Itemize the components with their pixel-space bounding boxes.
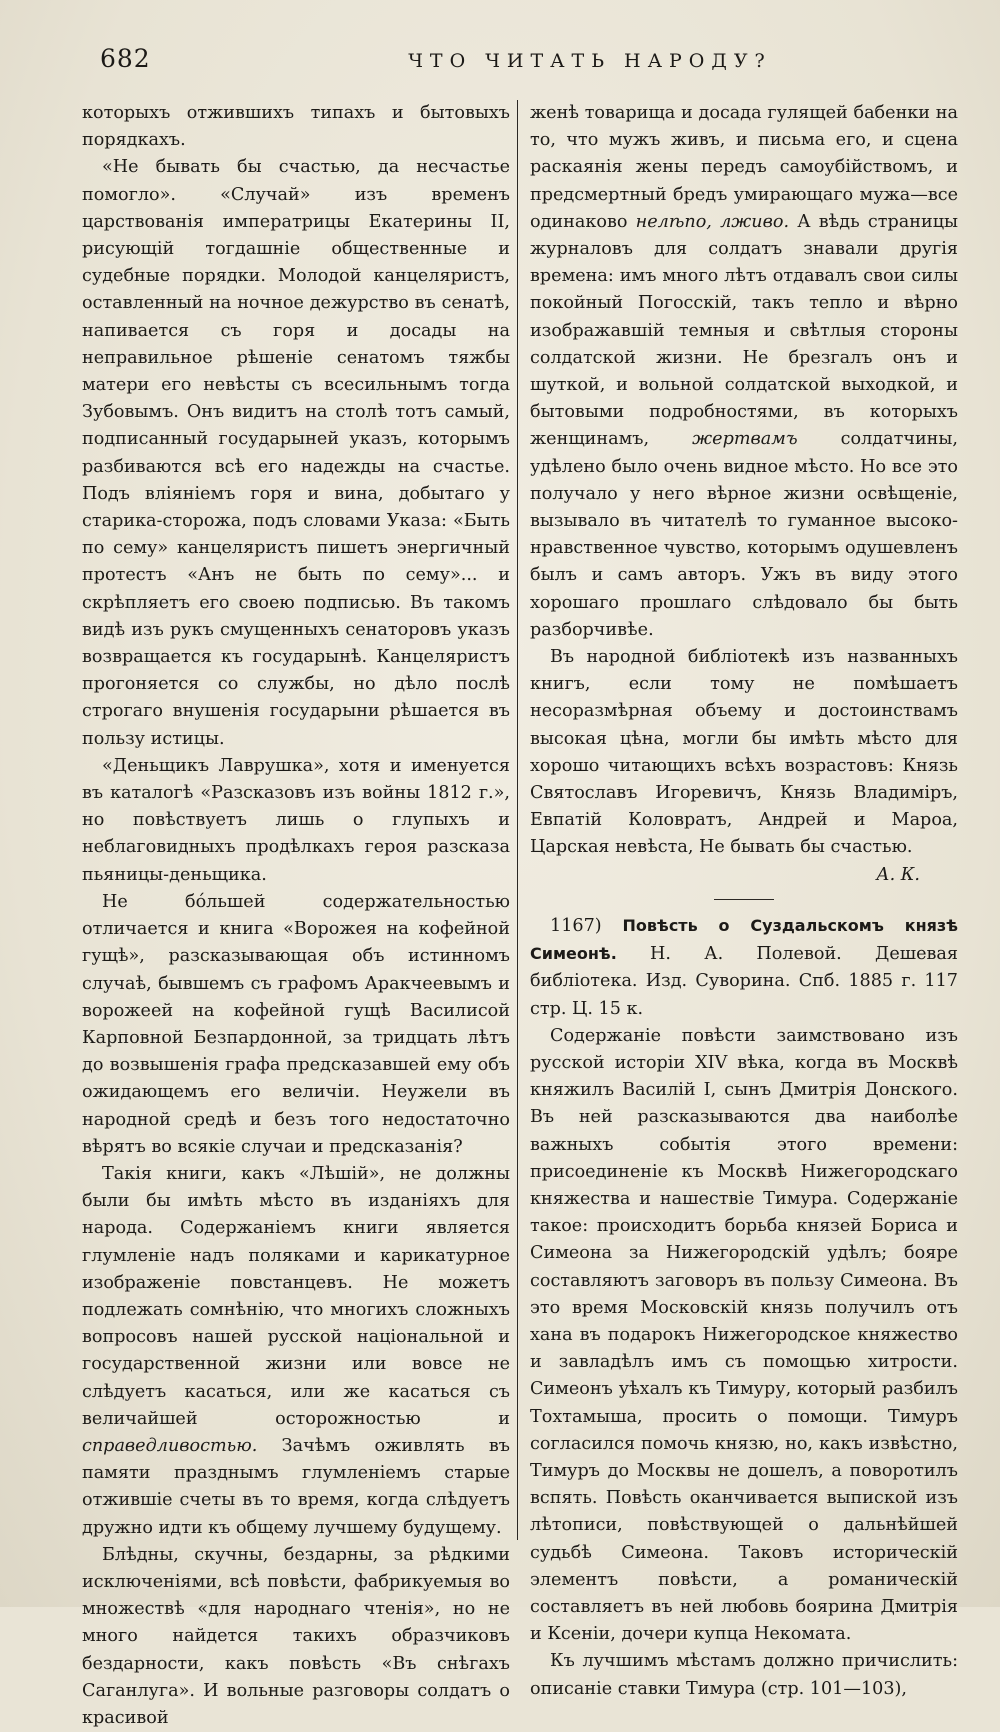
right-column	[530, 100, 958, 1703]
entry-meta: Н. А. Полевой. Дешевая библіотека. Изд. Суворина. Спб. 1885 г. 117 стр. Ц. 15 к.	[530, 944, 958, 1019]
paragraph-continuation: которыхъ отжившихъ типахъ и бытовыхъ порядкахъ.	[82, 103, 510, 151]
running-title: ЧТО ЧИТАТЬ НАРОДУ?	[408, 50, 772, 72]
page-header	[90, 44, 960, 84]
text-run: Зачѣмъ оживлять въ памяти празднымъ глумленіемъ старые отжившіе счеты въ то время, когда слѣдуетъ дружно идти къ общему лучшему будущему.	[82, 1435, 510, 1538]
text-run: солдатчины, удѣлено было очень видное мѣсто. Но все это получало у него вѣрное жизни освѣщеніе, вызывало въ читателѣ то гуманное высоко-нравственное чувство, которымъ одушевленъ былъ и самъ авторъ. Ужъ въ виду этого хорошаго прошлаго слѣдовало бы быть разборчивѣе.	[530, 429, 959, 640]
paragraph-bledny: Блѣдны, скучны, бездарны, за рѣдкими исключеніями, всѣ повѣсти, фабрикуемыя во множествѣ «для народнаго чтенія», но не много найдется такихъ образчиковъ бездарности, какъ повѣсть «Въ снѣгахъ Саганлуга». И вольные разговоры солдатъ о красивой	[82, 1544, 510, 1728]
paragraph-library: Въ народной библіотекѣ изъ названныхъ книгъ, если тому не помѣшаетъ несоразмѣрная объему и достоинствамъ высокая цѣна, могли бы имѣть мѣсто для хорошо читающихъ всѣхъ возрастовъ: Князь Святославъ Игоревичъ, Князь Владиміръ, Евпатій Коловратъ, Андрей и Мароа, Царская невѣста, Не бывать бы счастью.	[530, 647, 958, 858]
text-run: А вѣдь страницы журналовъ для солдатъ знавали другія времена: имъ много лѣтъ отдавалъ свои силы покойный Погосскій, такъ тепло и вѣрно изображавшій темныя и свѣтлыя стороны солдатской жизни. Не брезгалъ онъ и шуткой, и вольной солдатской выходкой, и бытовыми подробностями, въ которыхъ женщинамъ,	[530, 211, 959, 450]
paragraph-povest: Содержаніе повѣсти заимствовано изъ русской исторіи XIV вѣка, когда въ Москвѣ княжилъ Василій I, сынъ Дмитрія Донского. Въ ней разсказываются два наиболѣе важныхъ событія этого времени: присоединеніе къ Москвѣ Нижегородскаго княжества и нашествіе Тимура. Содержаніе такое: происходитъ борьба князей Бориса и Симеона за Нижегородскій удѣлъ; бояре составляютъ заговоръ въ пользу Симеона. Въ это время Московскій князь получилъ отъ хана въ подарокъ Нижегородское княжество и завладѣлъ имъ съ помощью хитрости. Симеонъ уѣхалъ къ Тимуру, который разбилъ Тохтамыша, просить о помощи. Тимуръ согласился помочь князю, но, какъ извѣстно, Тимуръ до Москвы не дошелъ, а поворотилъ вспять. Повѣсть оканчивается выпиской изъ лѣтописи, повѣствующей о дальнѣйшей судьбѣ Симеона. Таковъ историческій элементъ повѣсти, а романическій составляетъ въ ней любовь боярина Дмитрія и Ксеніи, дочери купца Некомата.	[530, 1025, 958, 1645]
emphasis-text: нелѣпо, лживо.	[635, 211, 790, 232]
page-number: 682	[100, 44, 151, 73]
left-column	[82, 100, 510, 1732]
author-signature: А. К.	[876, 864, 920, 885]
paragraph-vorozheya: Не бóльшей содержательностью отличается и книга «Ворожея на кофейной гущѣ», разсказывающая объ истинномъ случаѣ, бывшемъ съ графомъ Аракчеевымъ и ворожеей на кофейной гущѣ Василисой Карповной Безпардонной, за тридцать лѣтъ до возвышенія графа предсказавшей ему объ ожидающемъ его величіи. Неужели въ народной средѣ и безъ того недостаточно вѣрятъ во всякіе случаи и предсказанія?	[82, 891, 510, 1157]
text-run: женѣ товарища и досада гулящей бабенки на то, что мужъ живъ, и письма его, и сцена раскаянія жены передъ самоубійствомъ, и предсмертный бредъ умирающаго мужа—все одинаково	[530, 103, 958, 232]
entry-heading	[530, 912, 958, 1023]
paragraph-best-places: Къ лучшимъ мѣстамъ должно причислить: описаніе ставки Тимура (стр. 101—103),	[530, 1651, 958, 1699]
entry-number: 1167)	[550, 915, 602, 936]
paragraph-continuation	[530, 100, 958, 644]
section-rule	[714, 899, 774, 900]
entry-title: Повѣсть о Суздальскомъ князѣ Симеонѣ.	[530, 915, 958, 964]
paragraph-leshiy	[82, 1161, 510, 1542]
paragraph-denshchik: «Деньщикъ Лаврушка», хотя и именуется въ каталогѣ «Разсказовъ изъ войны 1812 г.», но повѣствуетъ лишь о глупыхъ и неблаговидныхъ продѣлкахъ героя разсказа пьяницы-деньщика.	[82, 755, 510, 885]
emphasis-text: справедливостью.	[82, 1435, 258, 1456]
paragraph-ne-byvat: «Не бывать бы счастью, да несчастье помогло». «Случай» изъ временъ царствованія императрицы Екатерины II, рисующій тогдашніе общественные и судебные порядки. Молодой канцеляристъ, оставленный на ночное дежурство въ сенатѣ, напивается съ горя и досады на неправильное рѣшеніе сенатомъ тяжбы матери его невѣсты съ всесильнымъ тогда Зубовымъ. Онъ видитъ на столѣ тотъ самый, подписанный государыней указъ, которымъ разбиваются всѣ его надежды на счастье. Подъ вліяніемъ горя и вина, добытаго у старика-сторожа, подъ словами Указа: «Быть по сему» канцеляристъ пишетъ энергичный протестъ «Анъ не быть по сему»... и скрѣпляетъ его своею подписью. Въ такомъ видѣ изъ рукъ смущенныхъ сенаторовъ указъ возвращается къ государынѣ. Канцеляристъ прогоняется со службы, но дѣло послѣ строгаго внушенія государыни рѣшается въ пользу истицы.	[82, 157, 510, 749]
emphasis-text: жертвамъ	[692, 429, 798, 450]
text-run: Такія книги, какъ «Лѣшій», не должны были бы имѣть мѣсто въ изданіяхъ для народа. Содержаніемъ книги является глумленіе надъ поляками и карикатурное изображеніе повстанцевъ. Не можетъ подлежать сомнѣнію, что многихъ сложныхъ вопросовъ нашей русской національной и государственной жизни или вовсе не слѣдуетъ касаться, или же касаться съ величайшей осторожностью и	[82, 1163, 510, 1429]
column-divider	[517, 100, 518, 1540]
